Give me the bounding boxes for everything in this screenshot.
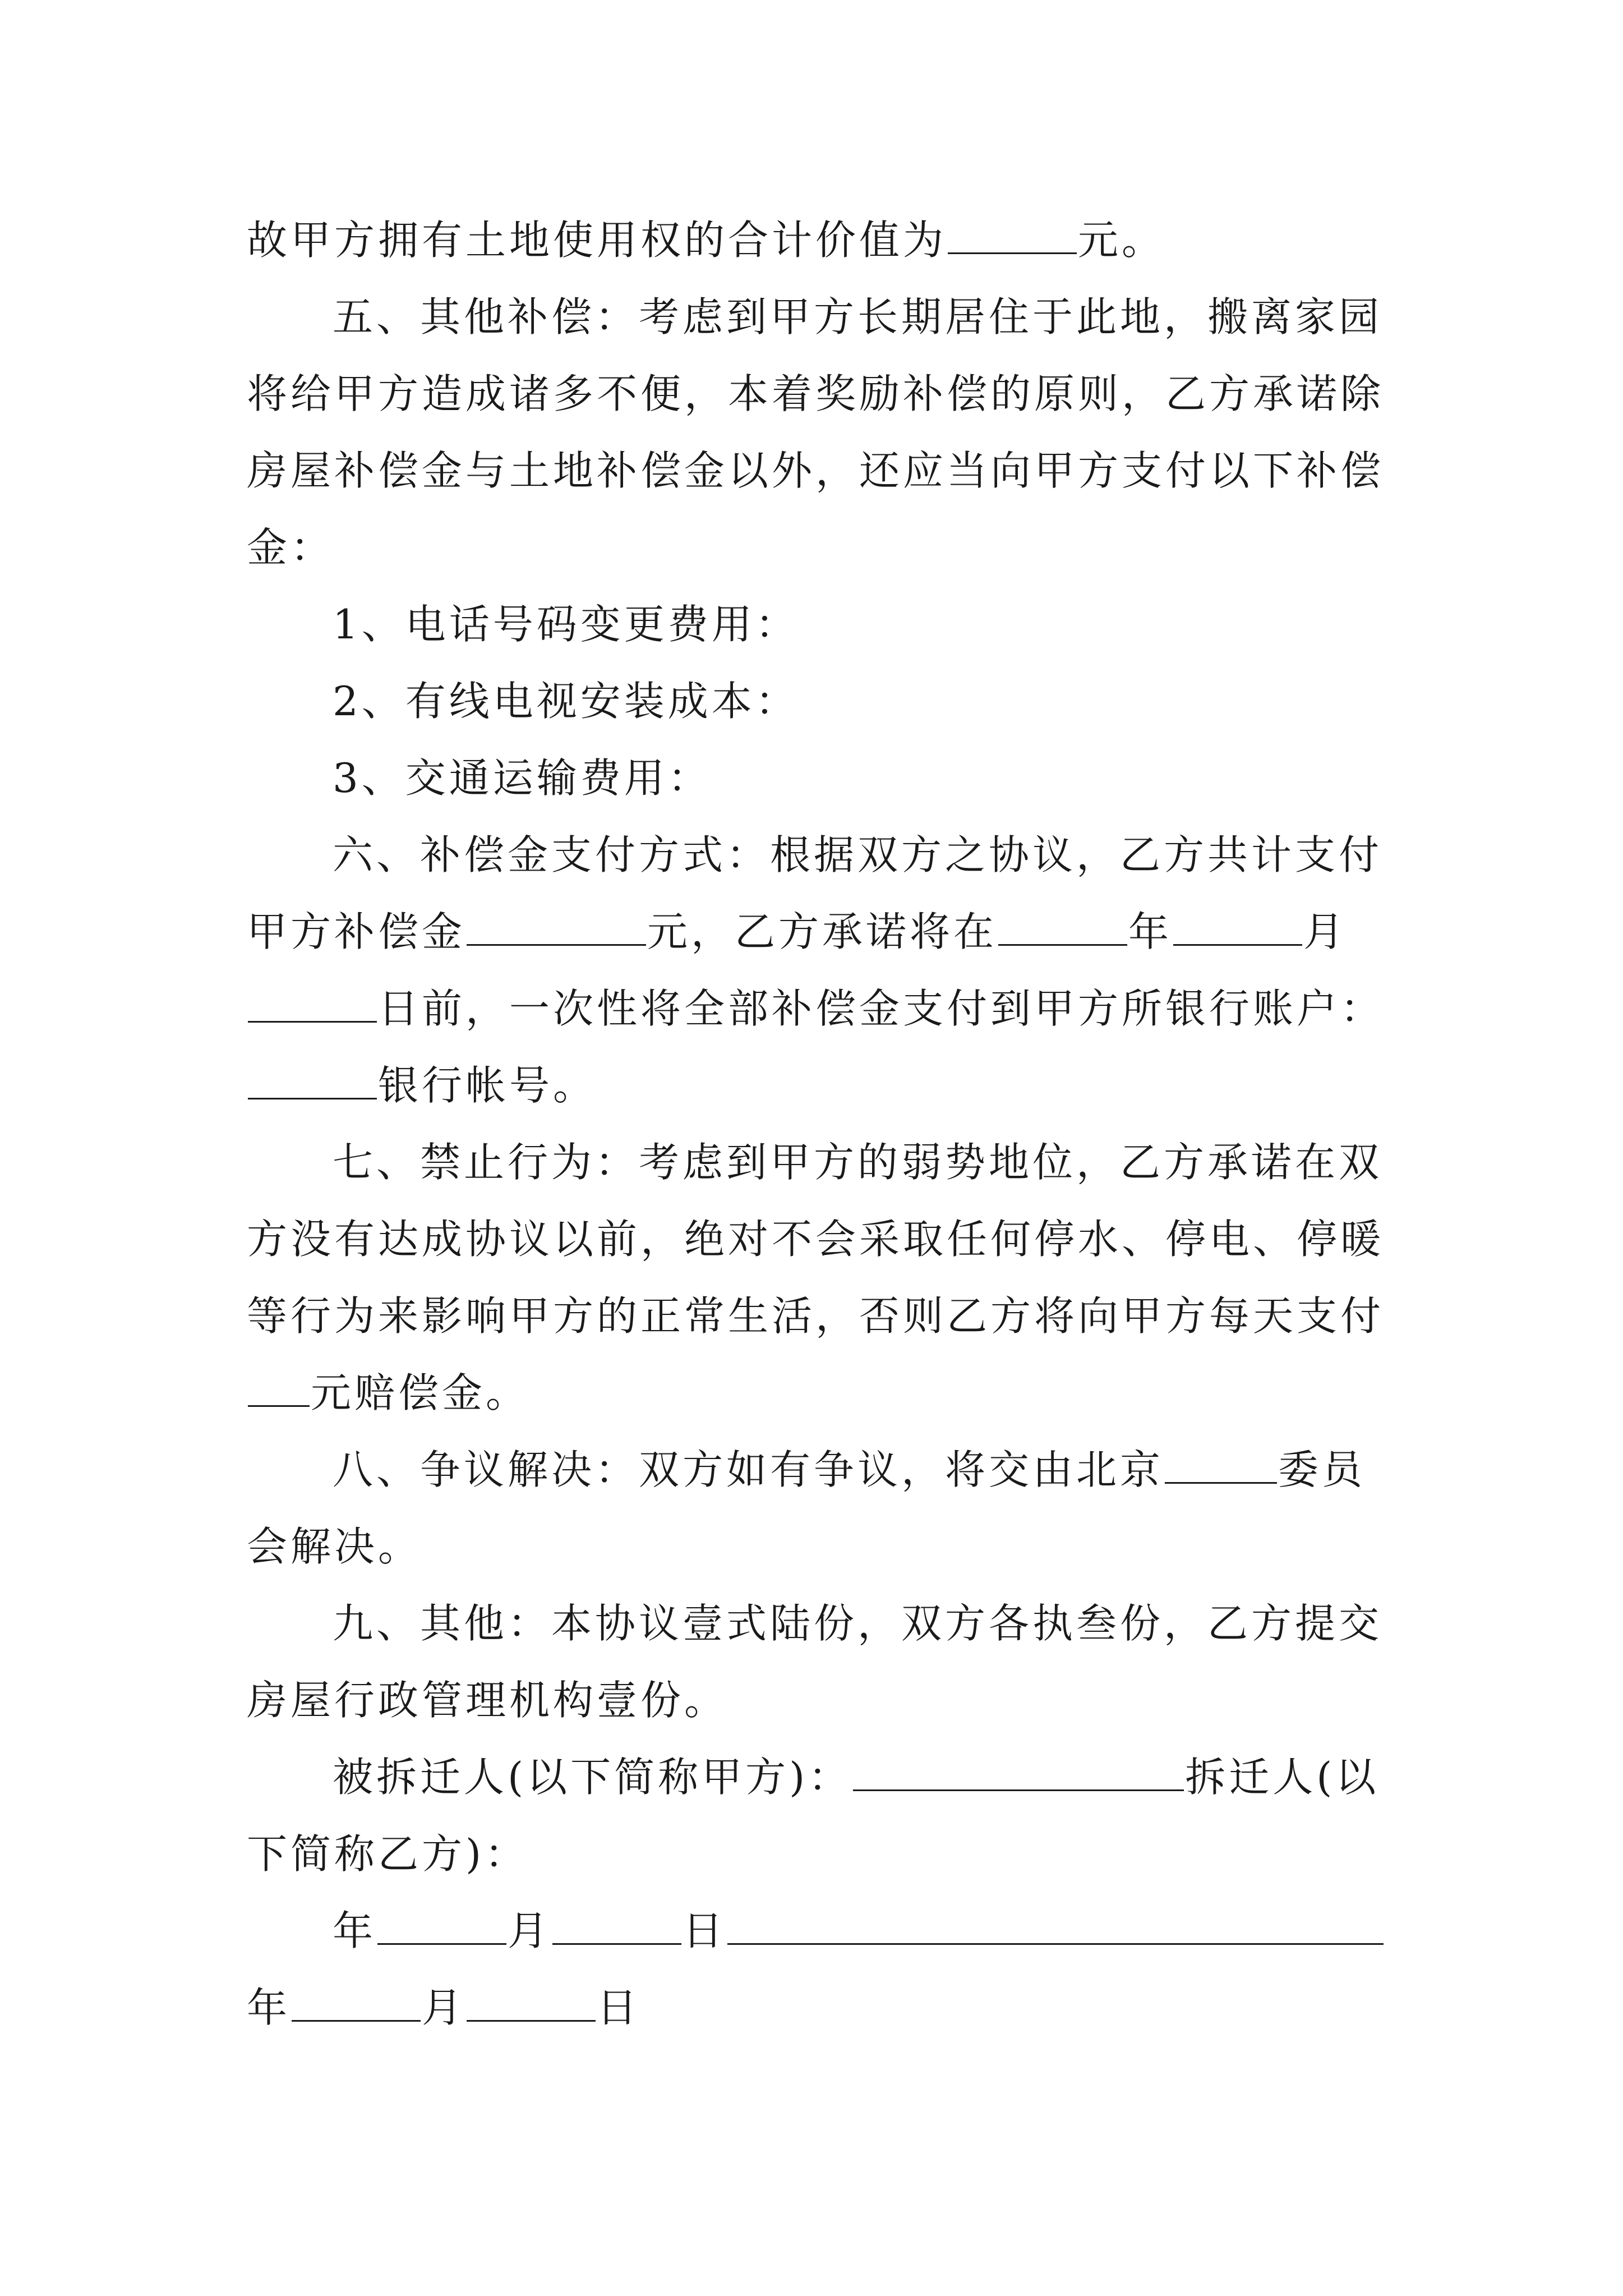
text: 被拆迁人(以下简称甲方)： xyxy=(333,1754,852,1801)
text: 甲方补偿金 xyxy=(247,908,466,955)
text: 日 xyxy=(597,1984,641,2031)
clause-5-line-4: 金： xyxy=(247,524,335,571)
signature-line-2: 下简称乙方)： xyxy=(247,1830,529,1878)
text: 年 xyxy=(333,1907,377,1954)
text: 拆迁人(以 xyxy=(1185,1754,1380,1801)
blank-field xyxy=(998,904,1127,946)
list-item: 1、电话号码变更费用： xyxy=(333,601,799,648)
blank-field xyxy=(248,1057,377,1099)
text: 日 xyxy=(683,1907,727,1954)
text: 月 xyxy=(422,1984,466,2031)
text: 故甲方拥有土地使用权的合计价值为 xyxy=(247,217,947,264)
signature-line-1 xyxy=(333,1749,1379,1805)
text: 元。 xyxy=(1078,217,1166,264)
text: 银行帐号。 xyxy=(378,1062,597,1109)
blank-field xyxy=(727,1903,1384,1945)
clause-6-line-3 xyxy=(247,981,1384,1037)
clause-7-line-2: 方没有达成协议以前，绝对不会采取任何停水、停电、停暖 xyxy=(247,1216,1385,1263)
date-line-1 xyxy=(333,1903,1385,1959)
text: 八、争议解决：双方如有争议，将交由北京 xyxy=(333,1446,1164,1493)
clause-7-line-3: 等行为来影响甲方的正常生活，否则乙方将向甲方每天支付 xyxy=(247,1292,1385,1340)
list-item: 2、有线电视安装成本： xyxy=(333,678,799,725)
blank-field xyxy=(853,1749,1184,1791)
blank-field xyxy=(467,904,646,946)
text: 月 xyxy=(508,1907,552,1954)
blank-field xyxy=(467,1980,596,2022)
text: 年 xyxy=(1128,908,1173,955)
blank-field xyxy=(292,1980,421,2022)
blank-field xyxy=(248,1365,310,1407)
clause-9-line-1: 九、其他：本协议壹式陆份，双方各执叁份，乙方提交 xyxy=(333,1600,1383,1647)
clause-5-line-3: 房屋补偿金与土地补偿金以外，还应当向甲方支付以下补偿 xyxy=(247,447,1385,494)
blank-field xyxy=(552,1903,681,1945)
date-line-2 xyxy=(247,1980,640,2036)
text: 月 xyxy=(1303,908,1348,955)
clause-7-line-4 xyxy=(247,1365,529,1421)
blank-field xyxy=(948,212,1077,254)
blank-field xyxy=(248,981,377,1023)
blank-field xyxy=(1173,904,1302,946)
list-item: 3、交通运输费用： xyxy=(333,754,712,802)
clause-6-line-4 xyxy=(247,1057,597,1114)
total-value-line xyxy=(247,212,1165,268)
clause-7-line-1: 七、禁止行为：考虑到甲方的弱势地位，乙方承诺在双 xyxy=(333,1139,1383,1186)
text: 委员 xyxy=(1278,1446,1366,1493)
clause-9-line-2: 房屋行政管理机构壹份。 xyxy=(247,1677,728,1724)
clause-8-line-1 xyxy=(333,1442,1366,1498)
clause-8-line-2: 会解决。 xyxy=(247,1523,422,1570)
text: 年 xyxy=(247,1984,291,2031)
blank-field xyxy=(1165,1442,1277,1484)
text: 元，乙方承诺将在 xyxy=(647,908,998,955)
text: 日前，一次性将全部补偿金支付到甲方所银行账户： xyxy=(378,985,1385,1032)
text: 元赔偿金。 xyxy=(311,1369,530,1416)
clause-6-line-2 xyxy=(247,904,1347,960)
clause-6-line-1: 六、补偿金支付方式：根据双方之协议，乙方共计支付 xyxy=(333,831,1383,878)
clause-5-line-2: 将给甲方造成诸多不便，本着奖励补偿的原则，乙方承诺除 xyxy=(247,370,1385,417)
clause-5-line-1: 五、其他补偿：考虑到甲方长期居住于此地，搬离家园 xyxy=(333,293,1383,341)
blank-field xyxy=(377,1903,506,1945)
